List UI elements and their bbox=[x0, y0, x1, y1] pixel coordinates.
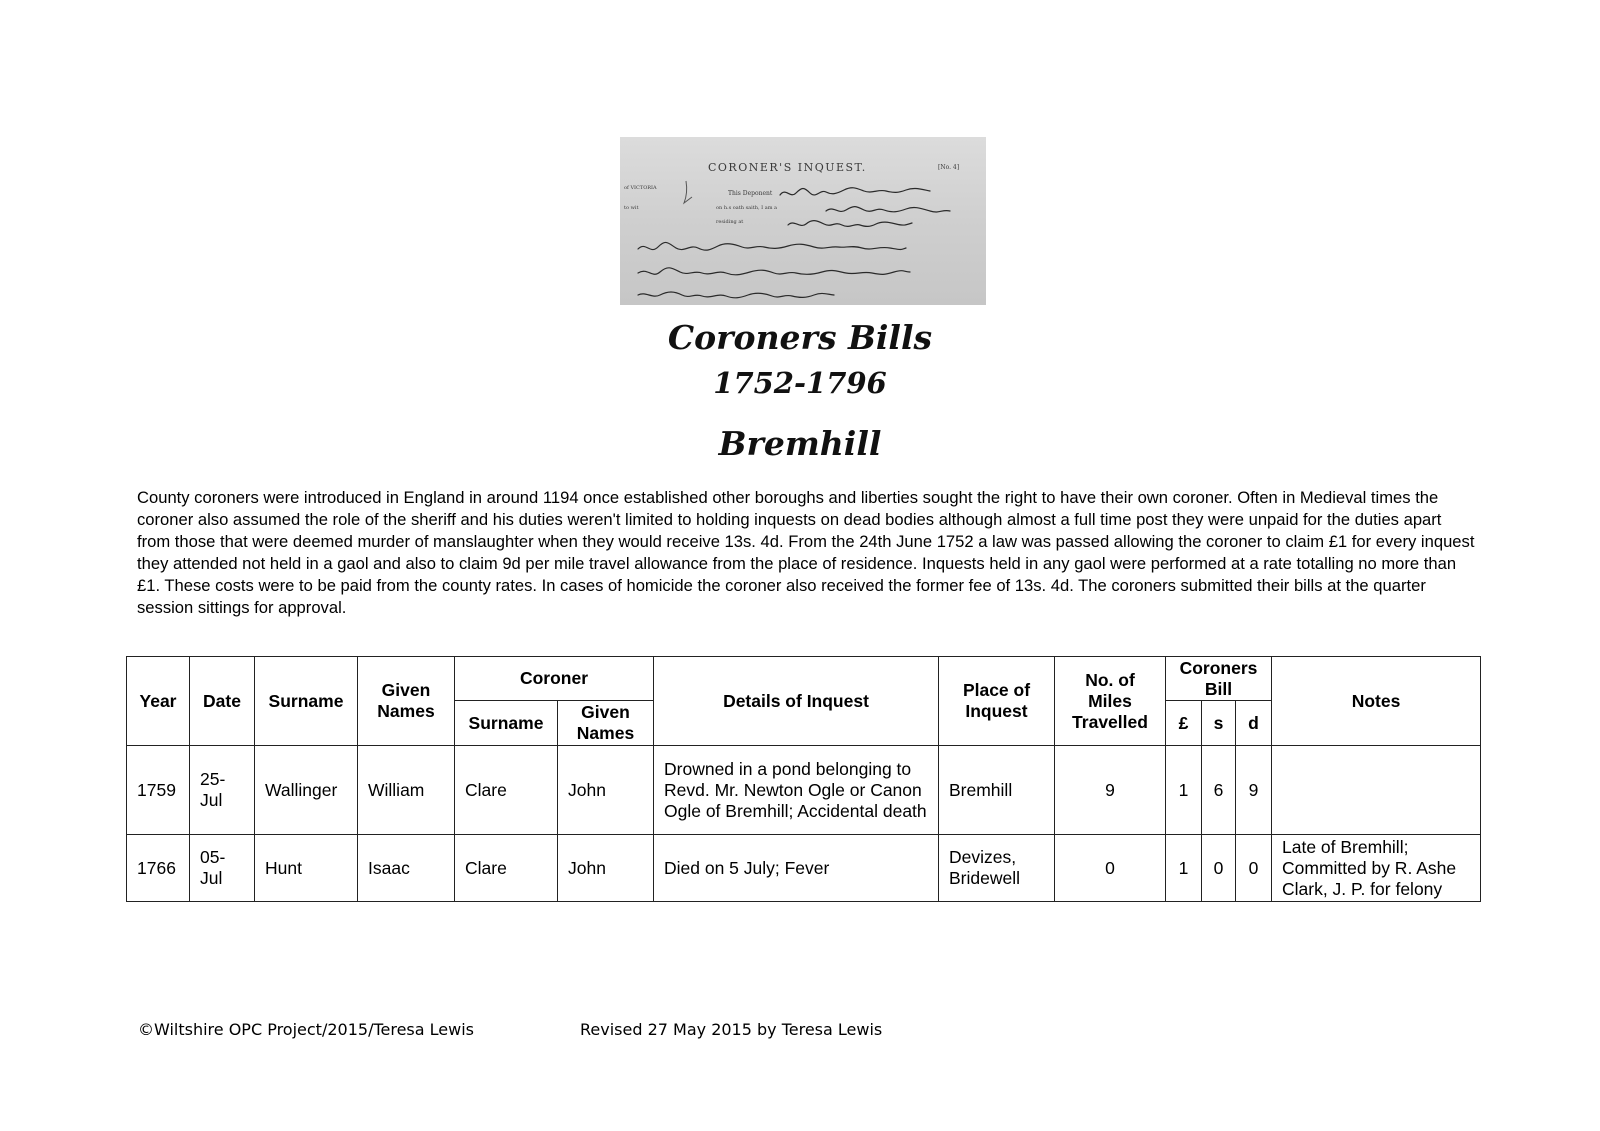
svg-text:on h.s oath saith, I am a: on h.s oath saith, I am a bbox=[716, 205, 778, 211]
cell-miles: 9 bbox=[1055, 746, 1166, 835]
cell-year: 1759 bbox=[127, 746, 190, 835]
table-row bbox=[127, 746, 1481, 835]
header-date: Date bbox=[190, 657, 255, 746]
header-pounds: £ bbox=[1166, 701, 1202, 746]
header-miles: No. of Miles Travelled bbox=[1055, 657, 1166, 746]
header-year: Year bbox=[127, 657, 190, 746]
cell-place: Devizes, Bridewell bbox=[939, 835, 1055, 902]
cell-place: Bremhill bbox=[939, 746, 1055, 835]
header-coroner-surname: Surname bbox=[455, 701, 558, 746]
cell-year: 1766 bbox=[127, 835, 190, 902]
cell-date: 25-Jul bbox=[190, 746, 255, 835]
header-coroners-bill: Coroners Bill bbox=[1166, 657, 1272, 701]
cell-shillings: 6 bbox=[1202, 746, 1236, 835]
coroners-inquest-document-image bbox=[620, 137, 986, 305]
header-pence: d bbox=[1236, 701, 1272, 746]
cell-details: Drowned in a pond belonging to Revd. Mr. Newton Ogle or Canon Ogle of Bremhill; Accidental death bbox=[654, 746, 939, 835]
table-row bbox=[127, 835, 1481, 902]
cell-pence: 0 bbox=[1236, 835, 1272, 902]
cell-pounds: 1 bbox=[1166, 746, 1202, 835]
svg-text:residing at: residing at bbox=[716, 219, 744, 225]
inquests-table bbox=[126, 656, 1481, 902]
cell-coroner-surname: Clare bbox=[455, 835, 558, 902]
cell-pounds: 1 bbox=[1166, 835, 1202, 902]
image-printed-heading: CORONER'S INQUEST. bbox=[708, 161, 867, 174]
header-notes: Notes bbox=[1272, 657, 1481, 746]
parish-title: Bremhill bbox=[718, 424, 882, 463]
page-title: Coroners Bills bbox=[667, 318, 933, 357]
cell-surname: Hunt bbox=[255, 835, 358, 902]
cell-given-names: William bbox=[358, 746, 455, 835]
header-place: Place of Inquest bbox=[939, 657, 1055, 746]
header-details: Details of Inquest bbox=[654, 657, 939, 746]
cell-details: Died on 5 July; Fever bbox=[654, 835, 939, 902]
cell-coroner-given-names: John bbox=[558, 835, 654, 902]
header-coroner: Coroner bbox=[455, 657, 654, 701]
cell-shillings: 0 bbox=[1202, 835, 1236, 902]
header-coroner-given-names: Given Names bbox=[558, 701, 654, 746]
cell-notes: Late of Bremhill; Committed by R. Ashe Clark, J. P. for felony bbox=[1272, 835, 1481, 902]
image-deponent-label: This Deponent bbox=[728, 190, 773, 197]
footer-copyright: ©Wiltshire OPC Project/2015/Teresa Lewis bbox=[138, 1020, 474, 1039]
cell-coroner-given-names: John bbox=[558, 746, 654, 835]
cell-miles: 0 bbox=[1055, 835, 1166, 902]
intro-paragraph: County coroners were introduced in England in around 1194 once established other boroughs and liberties sought the right to have their own coroner. Often in Medieval times the coroner also assumed the role of the sheriff and his duties weren't limited to holding inquests on dead bodies although almost a full time post they were unpaid for the duties apart from those that were deemed murder of manslaughter when they would receive 13s. 4d. From the 24th June 1752 a law was passed allowing the coroner to claim £1 for every inquest they attended not held in a gaol and also to claim 9d per mile travel allowance from the place of residence. Inquests held in any gaol were performed at a rate totalling no more than £1. These costs were to be paid from the county rates. In cases of homicide the coroner also received the former fee of 13s. 4d. The coroners submitted their bills at the quarter session sittings for approval. bbox=[137, 488, 1475, 617]
svg-text:to wit: to wit bbox=[624, 205, 639, 211]
cell-notes bbox=[1272, 746, 1481, 835]
cell-surname: Wallinger bbox=[255, 746, 358, 835]
cell-date: 05-Jul bbox=[190, 835, 255, 902]
header-surname: Surname bbox=[255, 657, 358, 746]
cell-pence: 9 bbox=[1236, 746, 1272, 835]
page-subtitle-years: 1752-1796 bbox=[713, 366, 887, 400]
svg-text:[No. 4]: [No. 4] bbox=[938, 164, 960, 171]
cell-given-names: Isaac bbox=[358, 835, 455, 902]
svg-text:of VICTORIA: of VICTORIA bbox=[624, 185, 657, 191]
header-shillings: s bbox=[1202, 701, 1236, 746]
header-given-names: Given Names bbox=[358, 657, 455, 746]
footer-revision: Revised 27 May 2015 by Teresa Lewis bbox=[580, 1020, 883, 1039]
cell-coroner-surname: Clare bbox=[455, 746, 558, 835]
